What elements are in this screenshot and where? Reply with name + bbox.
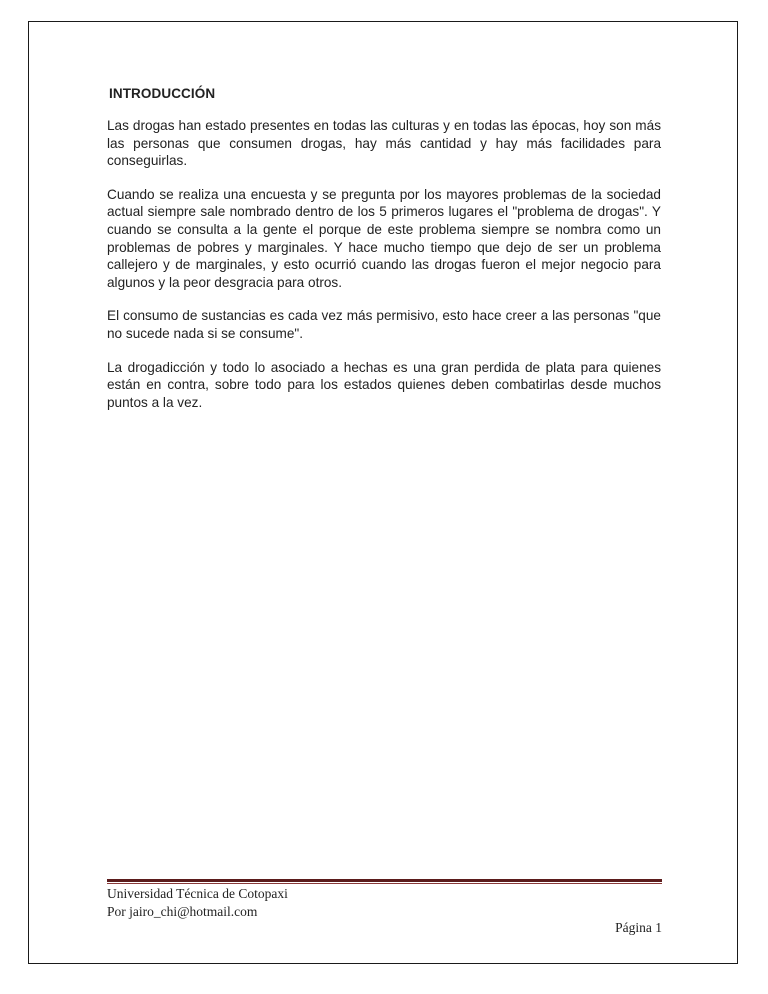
paragraph-2: Cuando se realiza una encuesta y se pregunta por los mayores problemas de la sociedad actual siempre sale nombrado dentro de los 5 primeros lugares el "problema de drogas". Y cuando se consulta a la gente el porque de este problema siempre se nombra como un problemas de pobres y marginales. Y hace mucho tiempo que dejo de ser un problema callejero y de marginales, y esto ocurrió cuando las drogas fueron el mejor negocio para algunos y la peor desgracia para otros. [107, 186, 661, 290]
footer-rule-thin [107, 883, 662, 884]
footer-info [107, 885, 288, 921]
footer-university: Universidad Técnica de Cotopaxi [107, 886, 288, 901]
paragraph-1: Las drogas han estado presentes en todas las culturas y en todas las épocas, hoy son más las personas que consumen drogas, hay más cantidad y hay más facilidades para conseguirlas. [107, 118, 661, 169]
paragraph-3: El consumo de sustancias es cada vez más permisivo, esto hace creer a las personas "que no sucede nada si se consume". [107, 308, 661, 341]
section-heading: INTRODUCCIÓN [109, 86, 216, 101]
footer-author: Por jairo_chi@hotmail.com [107, 904, 258, 919]
page-number: Página 1 [615, 920, 662, 935]
document-body [107, 86, 661, 427]
paragraph-4: La drogadicción y todo lo asociado a hechas es una gran perdida de plata para quienes están en contra, sobre todo para los estados quienes deben combatirlas desde muchos puntos a la vez. [107, 359, 661, 410]
footer-rule [107, 879, 662, 882]
